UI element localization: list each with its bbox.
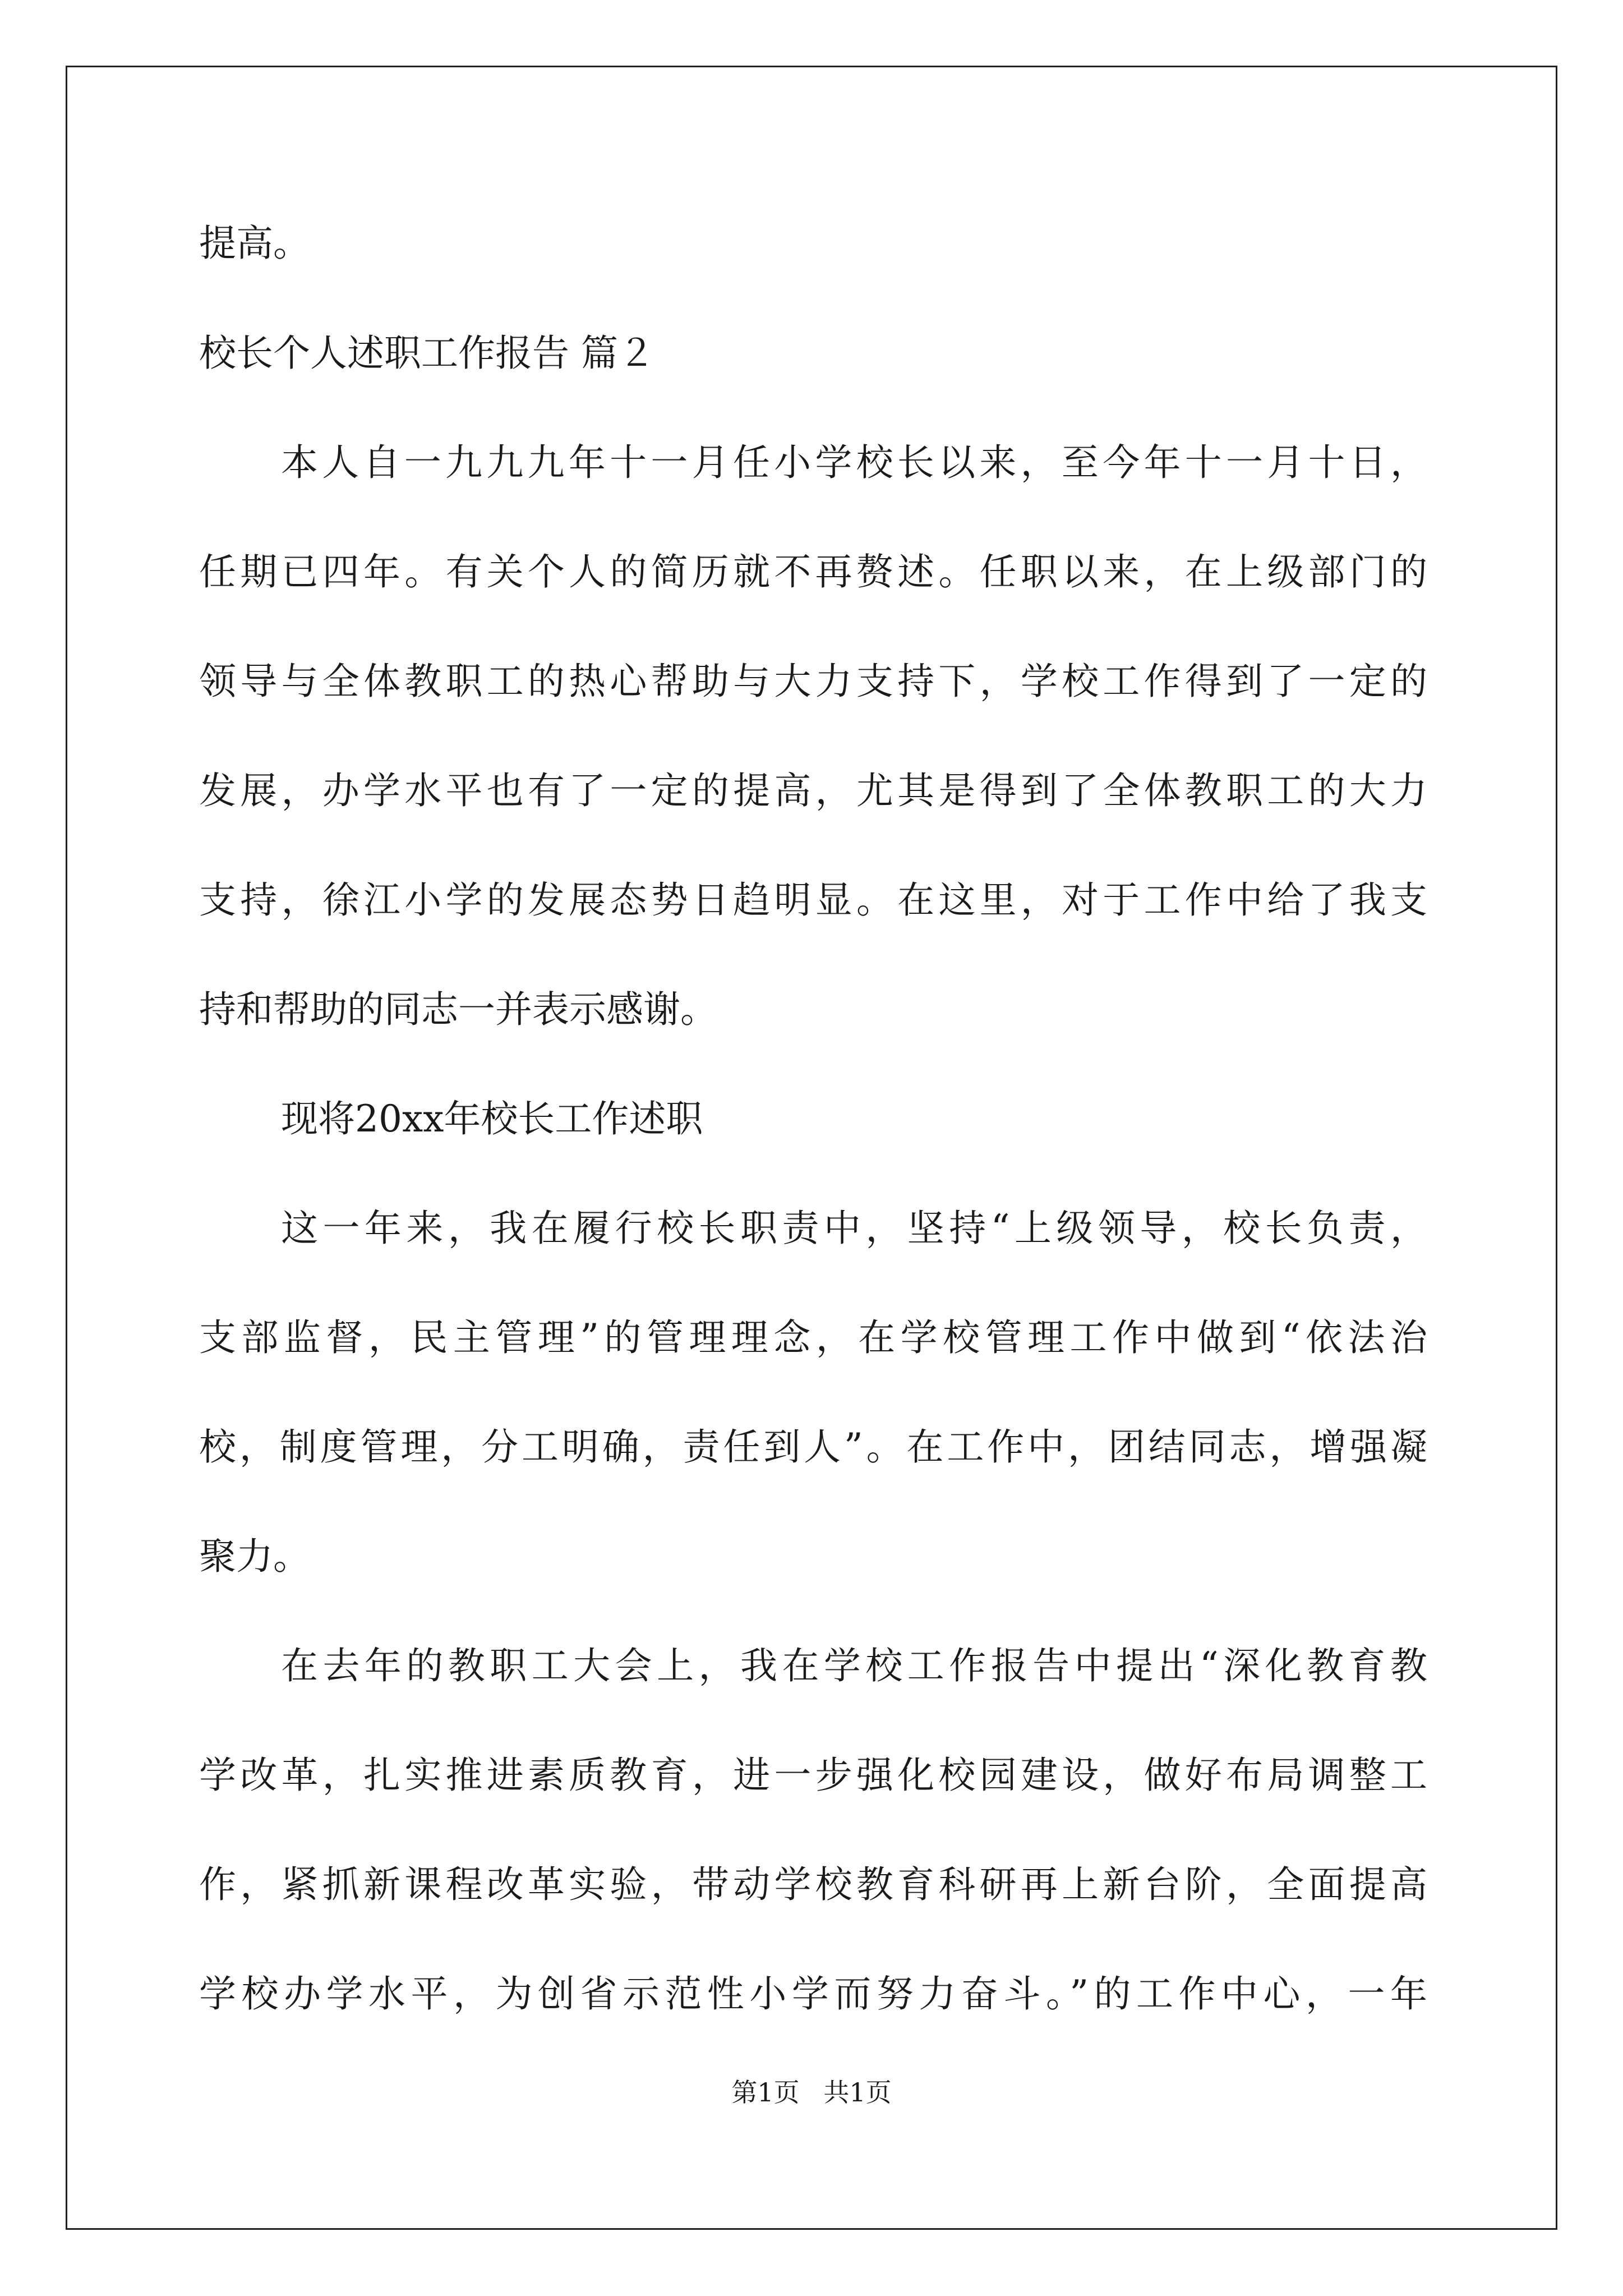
text-line: 本人自一九九九年十一月任小学校长以来，至今年十一月十日， — [281, 441, 1427, 484]
text-line: 聚力。 — [199, 1535, 310, 1578]
page-footer — [0, 2076, 1623, 2109]
text-line: 领导与全体教职工的热心帮助与大力支持下，学校工作得到了一定的 — [199, 660, 1427, 703]
text-line: 支持，徐江小学的发展态势日趋明显。在这里，对于工作中给了我支 — [199, 878, 1427, 922]
text-line: 学改革，扎实推进素质教育，进一步强化校园建设，做好布局调整工 — [199, 1754, 1427, 1797]
page-number: 第1页 — [731, 2077, 800, 2108]
text-line: 在去年的教职工大会上，我在学校工作报告中提出“深化教育教 — [281, 1644, 1427, 1687]
text-line: 支部监督，民主管理”的管理理念，在学校管理工作中做到“依法治 — [199, 1316, 1427, 1359]
page-total: 共1页 — [823, 2077, 892, 2108]
text-line: 校，制度管理，分工明确，责任到人”。在工作中，团结同志，增强凝 — [199, 1425, 1427, 1469]
text-line: 发展，办学水平也有了一定的提高，尤其是得到了全体教职工的大力 — [199, 769, 1427, 812]
text-line: 现将20xx年校长工作述职 — [281, 1097, 703, 1140]
text-line: 学校办学水平，为创省示范性小学而努力奋斗。”的工作中心，一年 — [199, 1972, 1427, 2016]
text-line: 这一年来，我在履行校长职责中，坚持“上级领导，校长负责， — [281, 1207, 1427, 1250]
text-line: 持和帮助的同志一并表示感谢。 — [199, 988, 717, 1031]
text-line: 提高。 — [199, 222, 310, 265]
text-line: 任期已四年。有关个人的简历就不再赘述。任职以来，在上级部门的 — [199, 550, 1427, 593]
section-heading: 校长个人述职工作报告 篇２ — [199, 332, 655, 375]
text-line: 作，紧抓新课程改革实验，带动学校教育科研再上新台阶，全面提高 — [199, 1863, 1427, 1906]
